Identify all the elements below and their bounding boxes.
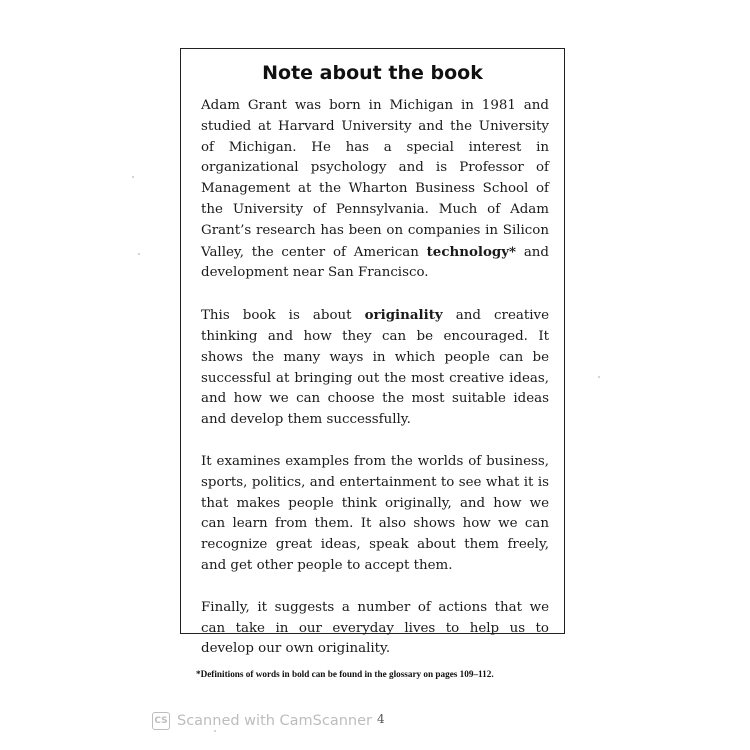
page-number: 4	[377, 712, 385, 726]
paragraph-3	[201, 452, 549, 577]
scan-speck	[138, 253, 140, 255]
glossary-term-technology: technology*	[426, 243, 517, 260]
scan-speck	[598, 376, 600, 378]
paragraph-4-text: Finally, it suggests a number of actions that we can take in our everyday lives to help us to develop our own originality.	[201, 599, 549, 657]
paragraph-3-text: It examines examples from the worlds of business, sports, politics, and entertainment to see what it is that makes people think originally, and how we can learn from them. It also shows how we can recognize great ideas, speak about them freely, and get other people to accept them.	[201, 453, 549, 573]
paragraph-2	[201, 305, 549, 431]
glossary-term-originality: originality	[364, 307, 443, 324]
paragraph-2-text-1: This book is about	[201, 308, 365, 324]
paragraph-1	[201, 96, 549, 284]
paragraph-4	[201, 598, 549, 660]
note-body	[201, 96, 549, 681]
footnote: *Definitions of words in bold can be found in the glossary on pages 109–112.	[196, 669, 494, 679]
scan-speck	[132, 176, 134, 178]
camscanner-watermark	[152, 712, 372, 730]
scan-speck	[214, 730, 216, 732]
paragraph-2-text-2: and creative thinking and how they can be encouraged. It shows the many ways in which people can be successful at bringing out the most creative ideas, and how we can choose the most suitable ideas and develop them successfully.	[201, 308, 550, 428]
camscanner-logo-icon: CS	[152, 712, 170, 730]
page-title: Note about the book	[262, 62, 483, 84]
paragraph-1-text-1: Adam Grant was born in Michigan in 1981 and studied at Harvard University and the University of Michigan. He has a special interest in organizational psychology and is Professor of Management at the Wharton Business School of the University of Pennsylvania. Much of Adam Grant’s research has been on companies in Silicon Valley, the center of American	[201, 98, 549, 260]
note-frame	[180, 48, 565, 657]
watermark-text: Scanned with CamScanner	[177, 713, 373, 729]
paragraph-1-text-2: and development near San Francisco.	[201, 244, 549, 281]
